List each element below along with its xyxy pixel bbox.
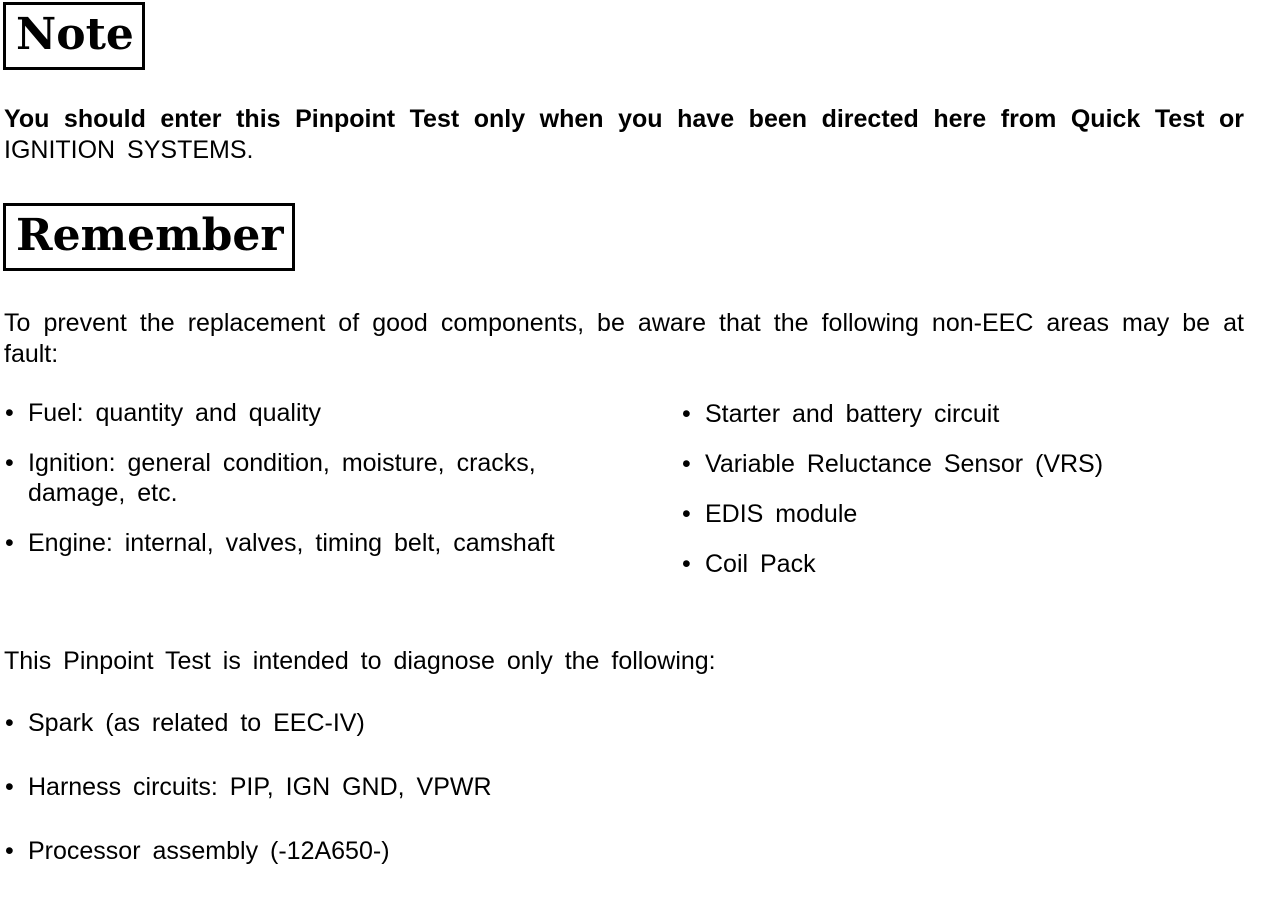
remember-intro: To prevent the replacement of good components, be aware that the following non-EEC areas may be at fault: xyxy=(4,309,1244,368)
list-item xyxy=(4,772,904,802)
bullet-icon: • xyxy=(682,550,691,578)
diagnose-intro: This Pinpoint Test is intended to diagnose only the following: xyxy=(4,647,716,675)
non-eec-areas-left-list xyxy=(4,398,604,578)
list-item xyxy=(681,549,1241,579)
list-item-text: Coil Pack xyxy=(705,550,816,578)
bullet-icon: • xyxy=(5,709,14,737)
list-item xyxy=(4,708,904,738)
list-item-text: Harness circuits: PIP, IGN GND, VPWR xyxy=(28,773,492,801)
list-item-text: EDIS module xyxy=(705,500,858,528)
bullet-icon: • xyxy=(5,773,14,801)
bullet-icon: • xyxy=(682,500,691,528)
list-item-text: Variable Reluctance Sensor (VRS) xyxy=(705,450,1104,478)
note-text-rest: IGNITION SYSTEMS. xyxy=(4,136,254,164)
list-item xyxy=(681,499,1241,529)
list-item xyxy=(681,449,1241,479)
list-item-text: Fuel: quantity and quality xyxy=(28,399,321,427)
remember-heading: Remember xyxy=(3,203,295,271)
note-heading: Note xyxy=(3,2,145,70)
list-item xyxy=(681,399,1241,429)
list-item-text: Ignition: general condition, moisture, cracks, damage, etc. xyxy=(28,449,536,507)
list-item-text: Engine: internal, valves, timing belt, camshaft xyxy=(28,529,555,557)
note-text-bold: You should enter this Pinpoint Test only when you have been directed here from Quick Test or xyxy=(4,105,1244,133)
list-item xyxy=(4,448,604,508)
list-item-text: Processor assembly (-12A650-) xyxy=(28,837,390,865)
list-item xyxy=(4,398,604,428)
list-item xyxy=(4,836,904,866)
bullet-icon: • xyxy=(682,400,691,428)
list-item-text: Spark (as related to EEC-IV) xyxy=(28,709,365,737)
diagnose-list xyxy=(4,708,904,900)
bullet-icon: • xyxy=(5,449,14,477)
bullet-icon: • xyxy=(5,399,14,427)
bullet-icon: • xyxy=(682,450,691,478)
bullet-icon: • xyxy=(5,529,14,557)
note-paragraph xyxy=(4,104,1244,166)
bullet-icon: • xyxy=(5,837,14,865)
list-item xyxy=(4,528,604,558)
list-item-text: Starter and battery circuit xyxy=(705,400,1000,428)
non-eec-areas-right-list xyxy=(681,399,1241,599)
